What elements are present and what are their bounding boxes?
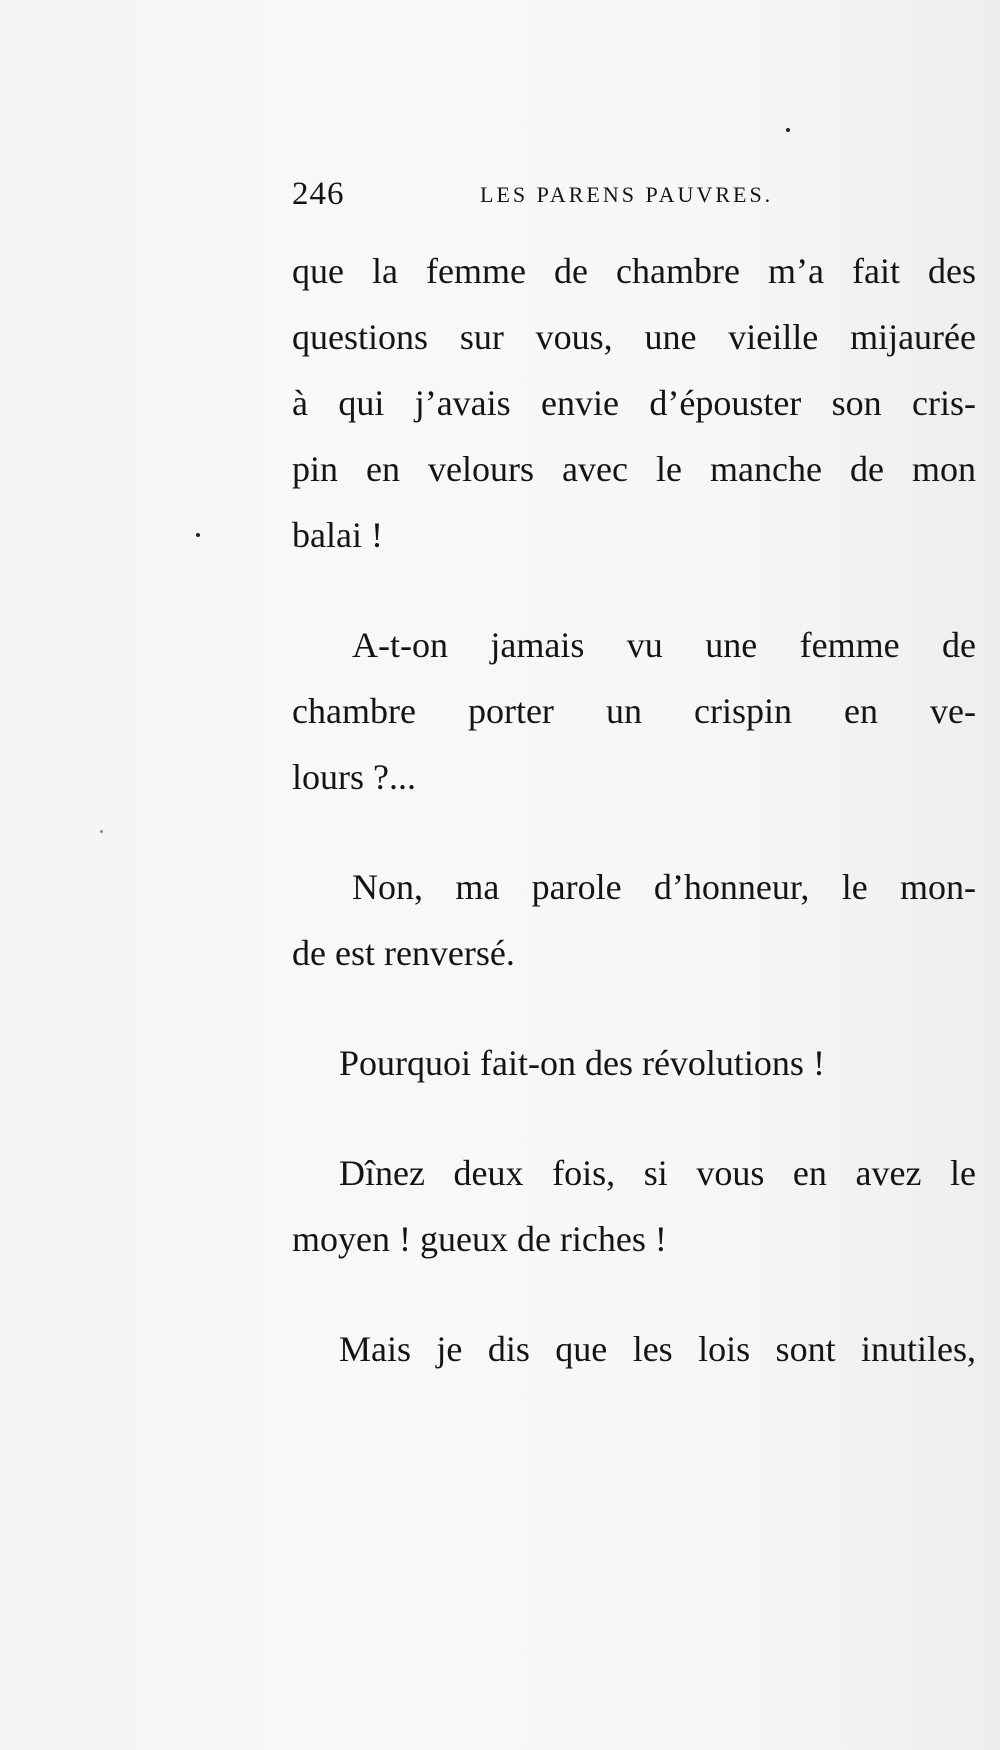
text-line: que la femme de chambre m’a fait des (292, 251, 976, 291)
paragraph (292, 1140, 976, 1272)
paragraph (292, 612, 976, 810)
print-speck (196, 533, 200, 537)
text-line: moyen ! gueux de riches ! (292, 1219, 667, 1259)
text-line: balai ! (292, 515, 383, 555)
text-line: à qui j’avais envie d’épouster son cris- (292, 383, 976, 423)
body-text (292, 238, 976, 1382)
text-line: questions sur vous, une vieille mijaurée (292, 317, 976, 357)
text-line: Pourquoi fait-on des révolutions ! (339, 1043, 825, 1083)
text-line: lours ?... (292, 757, 416, 797)
text-line: Non, ma parole d’honneur, le mon- (352, 867, 976, 907)
paragraph-gap (292, 568, 976, 612)
paragraph (292, 1030, 976, 1096)
text-line: Dînez deux fois, si vous en avez le (339, 1153, 976, 1193)
text-line: chambre porter un crispin en ve- (292, 691, 976, 731)
paragraph-gap (292, 1096, 976, 1140)
text-line: de est renversé. (292, 933, 515, 973)
paragraph-gap (292, 1272, 976, 1316)
paragraph-gap (292, 810, 976, 854)
print-speck (100, 830, 103, 833)
text-line: A-t-on jamais vu une femme de (352, 625, 976, 665)
page-number: 246 (292, 176, 345, 212)
text-line: pin en velours avec le manche de mon (292, 449, 976, 489)
text-line: Mais je dis que les lois sont inutiles, (339, 1329, 976, 1369)
paragraph-gap (292, 986, 976, 1030)
running-title: LES PARENS PAUVRES. (480, 182, 774, 207)
paragraph (292, 1316, 976, 1382)
print-speck (786, 128, 790, 132)
paragraph (292, 854, 976, 986)
paragraph (292, 238, 976, 568)
page-header (292, 176, 822, 216)
